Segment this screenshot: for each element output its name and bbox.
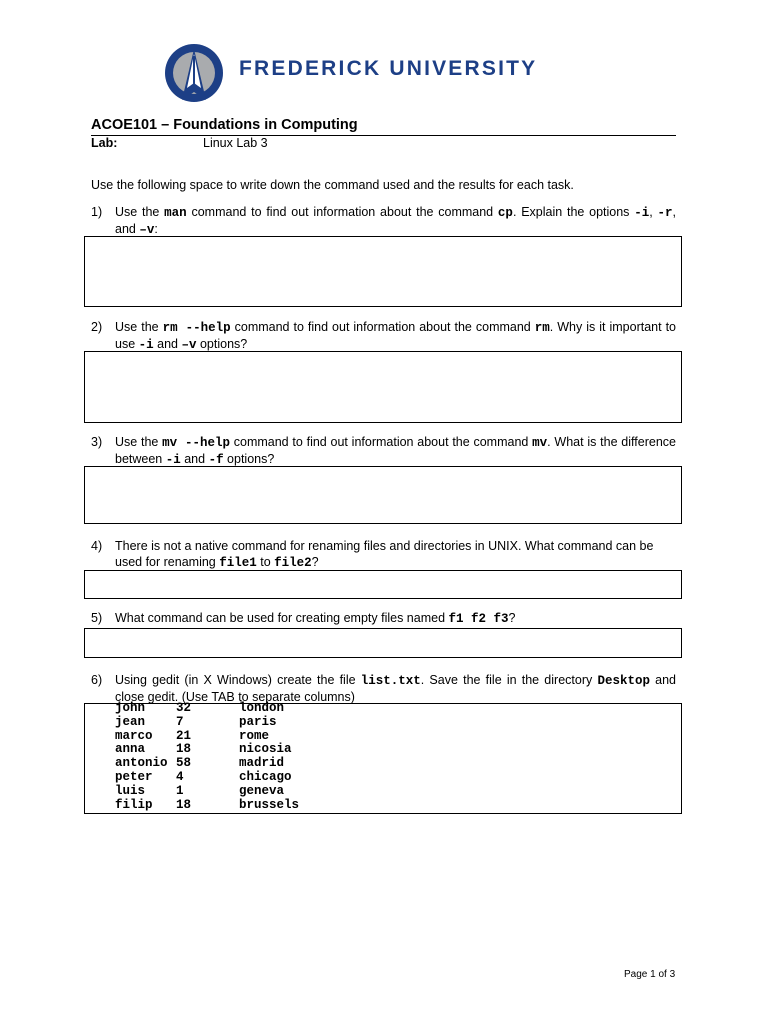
question-number: 4) <box>91 539 103 553</box>
question-4-text: There is not a native command for renaming files and directories in UNIX. What command can be used for renaming file1 to file2? <box>115 539 654 570</box>
name-cell: jean <box>115 714 146 729</box>
table-row <box>115 799 299 813</box>
question-number: 5) <box>91 611 103 625</box>
lab-label: Lab: <box>91 136 118 150</box>
city-cell: paris <box>239 714 277 729</box>
name-cell: antonio <box>115 756 168 771</box>
question-5-text: What command can be used for creating empty files named f1 f2 f3? <box>115 611 516 626</box>
question-3-text: Use the mv --help command to find out information about the command mv. What is the difference between -i and -f options? <box>115 435 676 467</box>
table-row <box>115 771 299 785</box>
city-cell: geneva <box>239 783 285 798</box>
name-cell: peter <box>115 769 153 784</box>
number-cell: 7 <box>176 714 184 729</box>
lab-value: Linux Lab 3 <box>203 136 268 150</box>
university-name: FREDERICK UNIVERSITY <box>239 57 538 80</box>
number-cell: 18 <box>176 797 192 812</box>
question-number: 6) <box>91 673 103 687</box>
number-cell: 18 <box>176 742 192 757</box>
instructions: Use the following space to write down the command used and the results for each task. <box>91 178 574 192</box>
answer-box-5[interactable] <box>84 628 682 658</box>
answer-box-2[interactable] <box>84 351 682 423</box>
answer-box-3[interactable] <box>84 466 682 524</box>
title-divider <box>91 135 676 136</box>
number-cell: 21 <box>176 728 192 743</box>
table-row <box>115 716 299 730</box>
table-row <box>115 785 299 799</box>
table-row <box>115 757 299 771</box>
question-number: 2) <box>91 320 103 334</box>
answer-box-1[interactable] <box>84 236 682 307</box>
city-cell: nicosia <box>239 742 292 757</box>
page-number: Page 1 of 3 <box>624 969 676 980</box>
city-cell: london <box>239 701 285 715</box>
name-cell: john <box>115 701 146 715</box>
number-cell: 58 <box>176 756 192 771</box>
question-1-text: Use the man command to find out information about the command cp. Explain the options -i, -r, and –v: <box>115 205 676 237</box>
university-logo <box>163 42 613 104</box>
city-cell: rome <box>239 728 270 743</box>
list-file-contents <box>115 702 299 812</box>
question-2-text: Use the rm --help command to find out information about the command rm. Why is it important to use -i and –v options? <box>115 320 676 352</box>
name-cell: filip <box>115 797 153 812</box>
course-title: ACOE101 – Foundations in Computing <box>91 117 358 133</box>
question-number: 1) <box>91 205 103 219</box>
city-cell: brussels <box>239 797 300 812</box>
question-number: 3) <box>91 435 103 449</box>
number-cell: 32 <box>176 701 192 715</box>
table-row <box>115 730 299 744</box>
name-cell: anna <box>115 742 146 757</box>
city-cell: chicago <box>239 769 292 784</box>
name-cell: marco <box>115 728 153 743</box>
answer-box-4[interactable] <box>84 570 682 599</box>
number-cell: 4 <box>176 769 184 784</box>
table-row <box>115 743 299 757</box>
question-6-text: Using gedit (in X Windows) create the file list.txt. Save the file in the directory Desktop and close gedit. (Use TAB to separate columns) <box>115 673 676 704</box>
name-cell: luis <box>115 783 146 798</box>
university-emblem-icon <box>163 42 225 104</box>
table-row <box>115 702 299 716</box>
city-cell: madrid <box>239 756 285 771</box>
number-cell: 1 <box>176 783 184 798</box>
